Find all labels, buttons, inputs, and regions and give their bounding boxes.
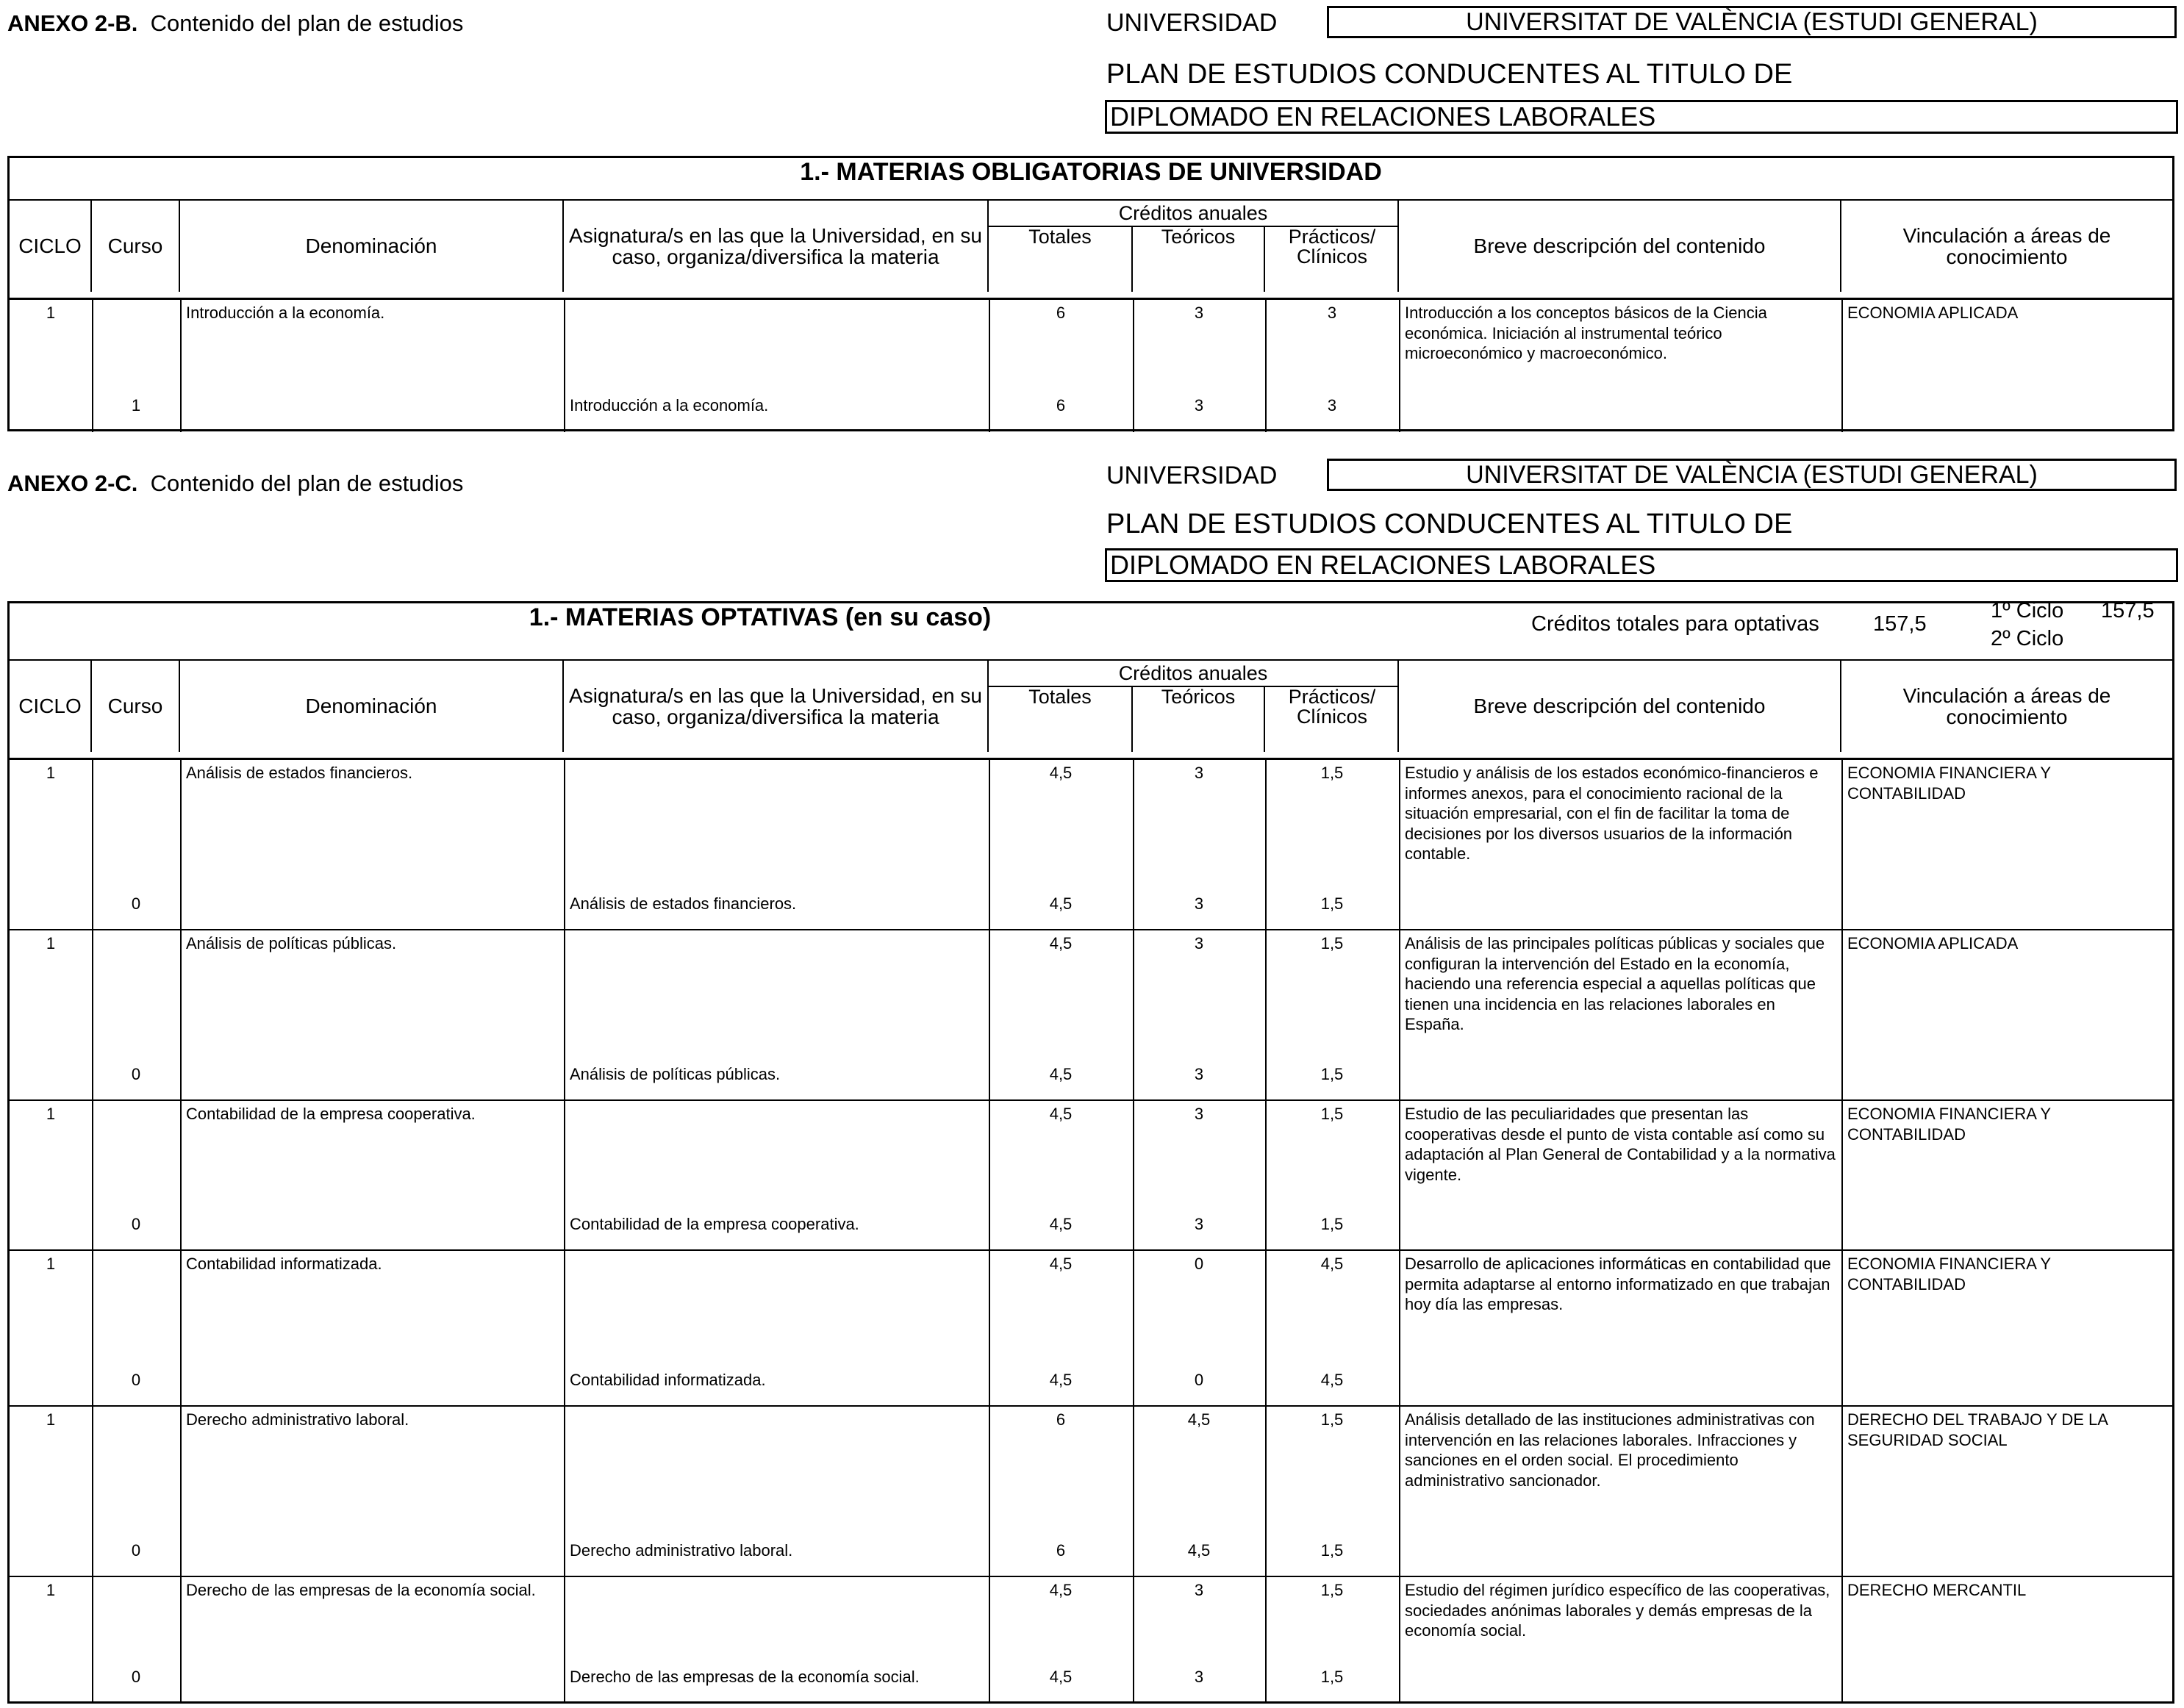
cell-ciclo: 1 — [46, 1410, 56, 1429]
cell-totales-asignatura: 6 — [1056, 1541, 1066, 1560]
cell-asignatura: Análisis de políticas públicas. — [570, 1065, 781, 1083]
cell-vinculacion: ECONOMIA FINANCIERA Y CONTABILIDAD — [1847, 764, 2051, 803]
ciclo1-label: 1º Ciclo — [1991, 599, 2064, 622]
column-divider — [180, 1407, 182, 1576]
cell-teoricos-asignatura: 3 — [1194, 396, 1204, 415]
optativas-table — [7, 601, 2174, 1704]
cell-ciclo: 1 — [46, 1581, 56, 1599]
cell-curso: 0 — [131, 1065, 141, 1083]
cell-descripcion: Estudio del régimen jurídico específico de las cooperativas, sociedades anónimas laborales y demás empresas de la economía social. — [1405, 1581, 1830, 1640]
plan-text-c: PLAN DE ESTUDIOS CONDUCENTES AL TITULO DE — [1106, 509, 1793, 539]
cell-totales: 4,5 — [1049, 1105, 1073, 1123]
cell-teoricos: 3 — [1194, 934, 1204, 952]
annex-b-heading: ANEXO 2-B. Contenido del plan de estudios — [7, 10, 464, 36]
header-ciclo: CICLO — [10, 661, 92, 752]
cell-practicos: 1,5 — [1320, 1581, 1344, 1599]
cell-totales-asignatura: 4,5 — [1049, 1215, 1073, 1233]
cell-denominacion: Contabilidad informatizada. — [186, 1255, 382, 1273]
cell-teoricos: 3 — [1194, 764, 1204, 782]
cell-ciclo: 1 — [46, 764, 56, 782]
column-divider — [564, 1407, 565, 1576]
column-divider — [180, 300, 182, 432]
column-divider — [1399, 1407, 1400, 1576]
table-title-c: 1.- MATERIAS OPTATIVAS (en su caso) — [529, 603, 992, 631]
column-divider — [1399, 760, 1400, 929]
column-divider — [1399, 930, 1400, 1099]
cell-practicos-asignatura: 4,5 — [1320, 1371, 1344, 1389]
cell-curso: 0 — [131, 1668, 141, 1686]
obligatorias-table — [7, 156, 2174, 431]
cell-teoricos-asignatura: 4,5 — [1187, 1541, 1211, 1560]
header-creditos — [989, 201, 1399, 292]
cell-teoricos-asignatura: 3 — [1194, 1668, 1204, 1686]
cell-totales-asignatura: 4,5 — [1049, 1371, 1073, 1389]
table-row — [10, 930, 2172, 1101]
cell-totales: 4,5 — [1049, 764, 1073, 782]
header-ciclo: CICLO — [10, 201, 92, 292]
column-divider — [1399, 300, 1400, 432]
column-divider — [1841, 930, 1843, 1099]
cell-descripcion: Desarrollo de aplicaciones informáticas en contabilidad que permita adaptarse al entorno informatizado en que trabajan hoy día las empresas. — [1405, 1255, 1831, 1313]
cell-teoricos-asignatura: 0 — [1194, 1371, 1204, 1389]
cell-vinculacion: DERECHO MERCANTIL — [1847, 1581, 2027, 1599]
cell-asignatura: Derecho de las empresas de la economía social. — [570, 1668, 920, 1686]
cell-practicos: 1,5 — [1320, 764, 1344, 782]
cell-practicos-asignatura: 1,5 — [1320, 1065, 1344, 1083]
cell-totales-asignatura: 4,5 — [1049, 1668, 1073, 1686]
cell-practicos: 1,5 — [1320, 1410, 1344, 1429]
ciclo2-label: 2º Ciclo — [1991, 627, 2064, 650]
column-divider — [564, 930, 565, 1099]
cell-denominacion: Contabilidad de la empresa cooperativa. — [186, 1105, 476, 1123]
cell-asignatura: Contabilidad de la empresa cooperativa. — [570, 1215, 859, 1233]
cell-practicos-asignatura: 1,5 — [1320, 1541, 1344, 1560]
cell-totales: 6 — [1056, 304, 1066, 322]
cell-curso: 0 — [131, 894, 141, 913]
titulo-box-c: DIPLOMADO EN RELACIONES LABORALES — [1105, 548, 2178, 582]
cell-practicos-asignatura: 1,5 — [1320, 894, 1344, 913]
header-practicos: Prácticos/ Clínicos — [1288, 226, 1376, 268]
cell-ciclo: 1 — [46, 1105, 56, 1123]
table-row — [10, 300, 2172, 432]
cell-descripcion: Análisis detallado de las instituciones administrativas con intervención en las relaciones laborales. Infracciones y sanciones en el orden social. El procedimiento administrativo sancionador. — [1405, 1410, 1815, 1490]
cell-curso: 0 — [131, 1541, 141, 1560]
cell-descripcion: Estudio de las peculiaridades que presentan las cooperativas desde el punto de vista contable así como su adaptación al Plan General de Contabilidad y a la normativa vigente. — [1405, 1105, 1836, 1184]
cell-teoricos: 3 — [1194, 1105, 1204, 1123]
cell-teoricos-asignatura: 3 — [1194, 894, 1204, 913]
column-divider — [180, 1577, 182, 1704]
column-divider — [1841, 760, 1843, 929]
column-divider — [1841, 1407, 1843, 1576]
column-divider — [180, 1251, 182, 1405]
cell-vinculacion: DERECHO DEL TRABAJO Y DE LA SEGURIDAD SOCIAL — [1847, 1410, 2108, 1449]
column-divider — [564, 1251, 565, 1405]
column-divider — [1841, 1251, 1843, 1405]
cell-curso: 1 — [131, 396, 141, 415]
cell-totales-asignatura: 6 — [1056, 396, 1066, 415]
cell-practicos-asignatura: 1,5 — [1320, 1215, 1344, 1233]
column-divider — [1841, 1577, 1843, 1704]
table-header-c — [10, 659, 2172, 752]
cell-vinculacion: ECONOMIA APLICADA — [1847, 934, 2019, 952]
titulo-box: DIPLOMADO EN RELACIONES LABORALES — [1105, 100, 2178, 134]
header-vinculacion: Vinculación a áreas de conocimiento — [1902, 683, 2111, 728]
header-asignatura: Asignatura/s en las que la Universidad, en su caso, organiza/diversifica la materia — [564, 201, 989, 292]
cell-practicos-asignatura: 1,5 — [1320, 1668, 1344, 1686]
header-asignatura: Asignatura/s en las que la Universidad, en su caso, organiza/diversifica la materia — [564, 661, 989, 752]
header-teoricos: Teóricos — [1133, 686, 1265, 752]
cell-descripcion: Introducción a los conceptos básicos de la Ciencia económica. Iniciación al instrumental teórico microeconómico y macroeconómico. — [1405, 304, 1767, 362]
cell-totales-asignatura: 4,5 — [1049, 1065, 1073, 1083]
cell-denominacion: Introducción a la economía. — [186, 304, 385, 322]
cell-descripcion: Estudio y análisis de los estados económico-financieros e informes anexos, para el conocimiento racional de la situación empresarial, con el fin de facilitar la toma de decisiones por los diversos usuarios de la información contable. — [1405, 764, 1819, 863]
cell-asignatura: Derecho administrativo laboral. — [570, 1541, 793, 1560]
header-denominacion: Denominación — [180, 661, 564, 752]
cell-totales-asignatura: 4,5 — [1049, 894, 1073, 913]
universidad-value: UNIVERSITAT DE VALÈNCIA (ESTUDI GENERAL) — [1327, 6, 2177, 38]
table-header — [10, 199, 2172, 292]
header-curso: Curso — [92, 661, 180, 752]
cell-totales: 6 — [1056, 1410, 1066, 1429]
obligatorias-body — [10, 298, 2172, 432]
cell-totales: 4,5 — [1049, 1255, 1073, 1273]
column-divider — [180, 760, 182, 929]
column-divider — [1399, 1251, 1400, 1405]
cell-teoricos: 3 — [1194, 304, 1204, 322]
cell-ciclo: 1 — [46, 304, 56, 322]
creditos-totales-value: 157,5 — [1873, 612, 1927, 636]
header-vinculacion: Vinculación a áreas de conocimiento — [1902, 223, 2111, 268]
universidad-value-c: UNIVERSITAT DE VALÈNCIA (ESTUDI GENERAL) — [1327, 459, 2177, 491]
ciclo1-value: 157,5 — [2101, 599, 2155, 622]
cell-totales: 4,5 — [1049, 1581, 1073, 1599]
table-title: 1.- MATERIAS OBLIGATORIAS DE UNIVERSIDAD — [800, 158, 1382, 186]
cell-denominacion: Derecho administrativo laboral. — [186, 1410, 409, 1429]
cell-asignatura: Análisis de estados financieros. — [570, 894, 797, 913]
column-divider — [564, 760, 565, 929]
cell-practicos: 1,5 — [1320, 1105, 1344, 1123]
column-divider — [564, 1101, 565, 1249]
header-totales: Totales — [989, 226, 1133, 292]
table-row — [10, 1251, 2172, 1407]
column-divider — [1399, 1101, 1400, 1249]
column-divider — [564, 1577, 565, 1704]
creditos-totales-label: Créditos totales para optativas — [1531, 612, 1819, 636]
table-row — [10, 1101, 2172, 1251]
cell-vinculacion: ECONOMIA FINANCIERA Y CONTABILIDAD — [1847, 1105, 2051, 1144]
universidad-label: UNIVERSIDAD — [1106, 9, 1278, 37]
column-divider — [180, 930, 182, 1099]
cell-vinculacion: ECONOMIA FINANCIERA Y CONTABILIDAD — [1847, 1255, 2051, 1293]
header-creditos — [989, 661, 1399, 752]
header-descripcion: Breve descripción del contenido — [1399, 201, 1841, 292]
cell-denominacion: Derecho de las empresas de la economía social. — [186, 1581, 536, 1599]
cell-vinculacion: ECONOMIA APLICADA — [1847, 304, 2019, 322]
cell-ciclo: 1 — [46, 934, 56, 952]
cell-teoricos: 4,5 — [1187, 1410, 1211, 1429]
header-totales: Totales — [989, 686, 1133, 752]
universidad-label-c: UNIVERSIDAD — [1106, 462, 1278, 489]
annex-c-heading: ANEXO 2-C. Contenido del plan de estudios — [7, 470, 464, 496]
optativas-body — [10, 758, 2172, 1704]
header-curso: Curso — [92, 201, 180, 292]
cell-practicos-asignatura: 3 — [1327, 396, 1337, 415]
column-divider — [1399, 1577, 1400, 1704]
column-divider — [180, 1101, 182, 1249]
cell-practicos: 3 — [1327, 304, 1337, 322]
cell-teoricos: 3 — [1194, 1581, 1204, 1599]
cell-asignatura: Contabilidad informatizada. — [570, 1371, 766, 1389]
table-row — [10, 1407, 2172, 1577]
cell-practicos: 4,5 — [1320, 1255, 1344, 1273]
cell-denominacion: Análisis de políticas públicas. — [186, 934, 397, 952]
header-creditos-label: Créditos anuales — [989, 201, 1397, 227]
cell-asignatura: Introducción a la economía. — [570, 396, 769, 415]
cell-descripcion: Análisis de las principales políticas públicas y sociales que configuran la intervención del Estado en la economía, haciendo una referencia especial a aquellas políticas que tienen una incidencia en las relaciones laborales en España. — [1405, 934, 1825, 1033]
header-teoricos: Teóricos — [1133, 226, 1265, 292]
cell-ciclo: 1 — [46, 1255, 56, 1273]
cell-teoricos: 0 — [1194, 1255, 1204, 1273]
cell-curso: 0 — [131, 1215, 141, 1233]
header-denominacion: Denominación — [180, 201, 564, 292]
column-divider — [1841, 1101, 1843, 1249]
header-practicos: Prácticos/ Clínicos — [1288, 686, 1376, 728]
header-creditos-label: Créditos anuales — [989, 661, 1397, 687]
cell-practicos: 1,5 — [1320, 934, 1344, 952]
column-divider — [564, 300, 565, 432]
cell-teoricos-asignatura: 3 — [1194, 1065, 1204, 1083]
table-row — [10, 760, 2172, 930]
header-descripcion: Breve descripción del contenido — [1399, 661, 1841, 752]
column-divider — [1841, 300, 1843, 432]
plan-text: PLAN DE ESTUDIOS CONDUCENTES AL TITULO DE — [1106, 59, 1793, 90]
cell-curso: 0 — [131, 1371, 141, 1389]
table-row — [10, 1577, 2172, 1704]
cell-teoricos-asignatura: 3 — [1194, 1215, 1204, 1233]
cell-denominacion: Análisis de estados financieros. — [186, 764, 413, 782]
cell-totales: 4,5 — [1049, 934, 1073, 952]
